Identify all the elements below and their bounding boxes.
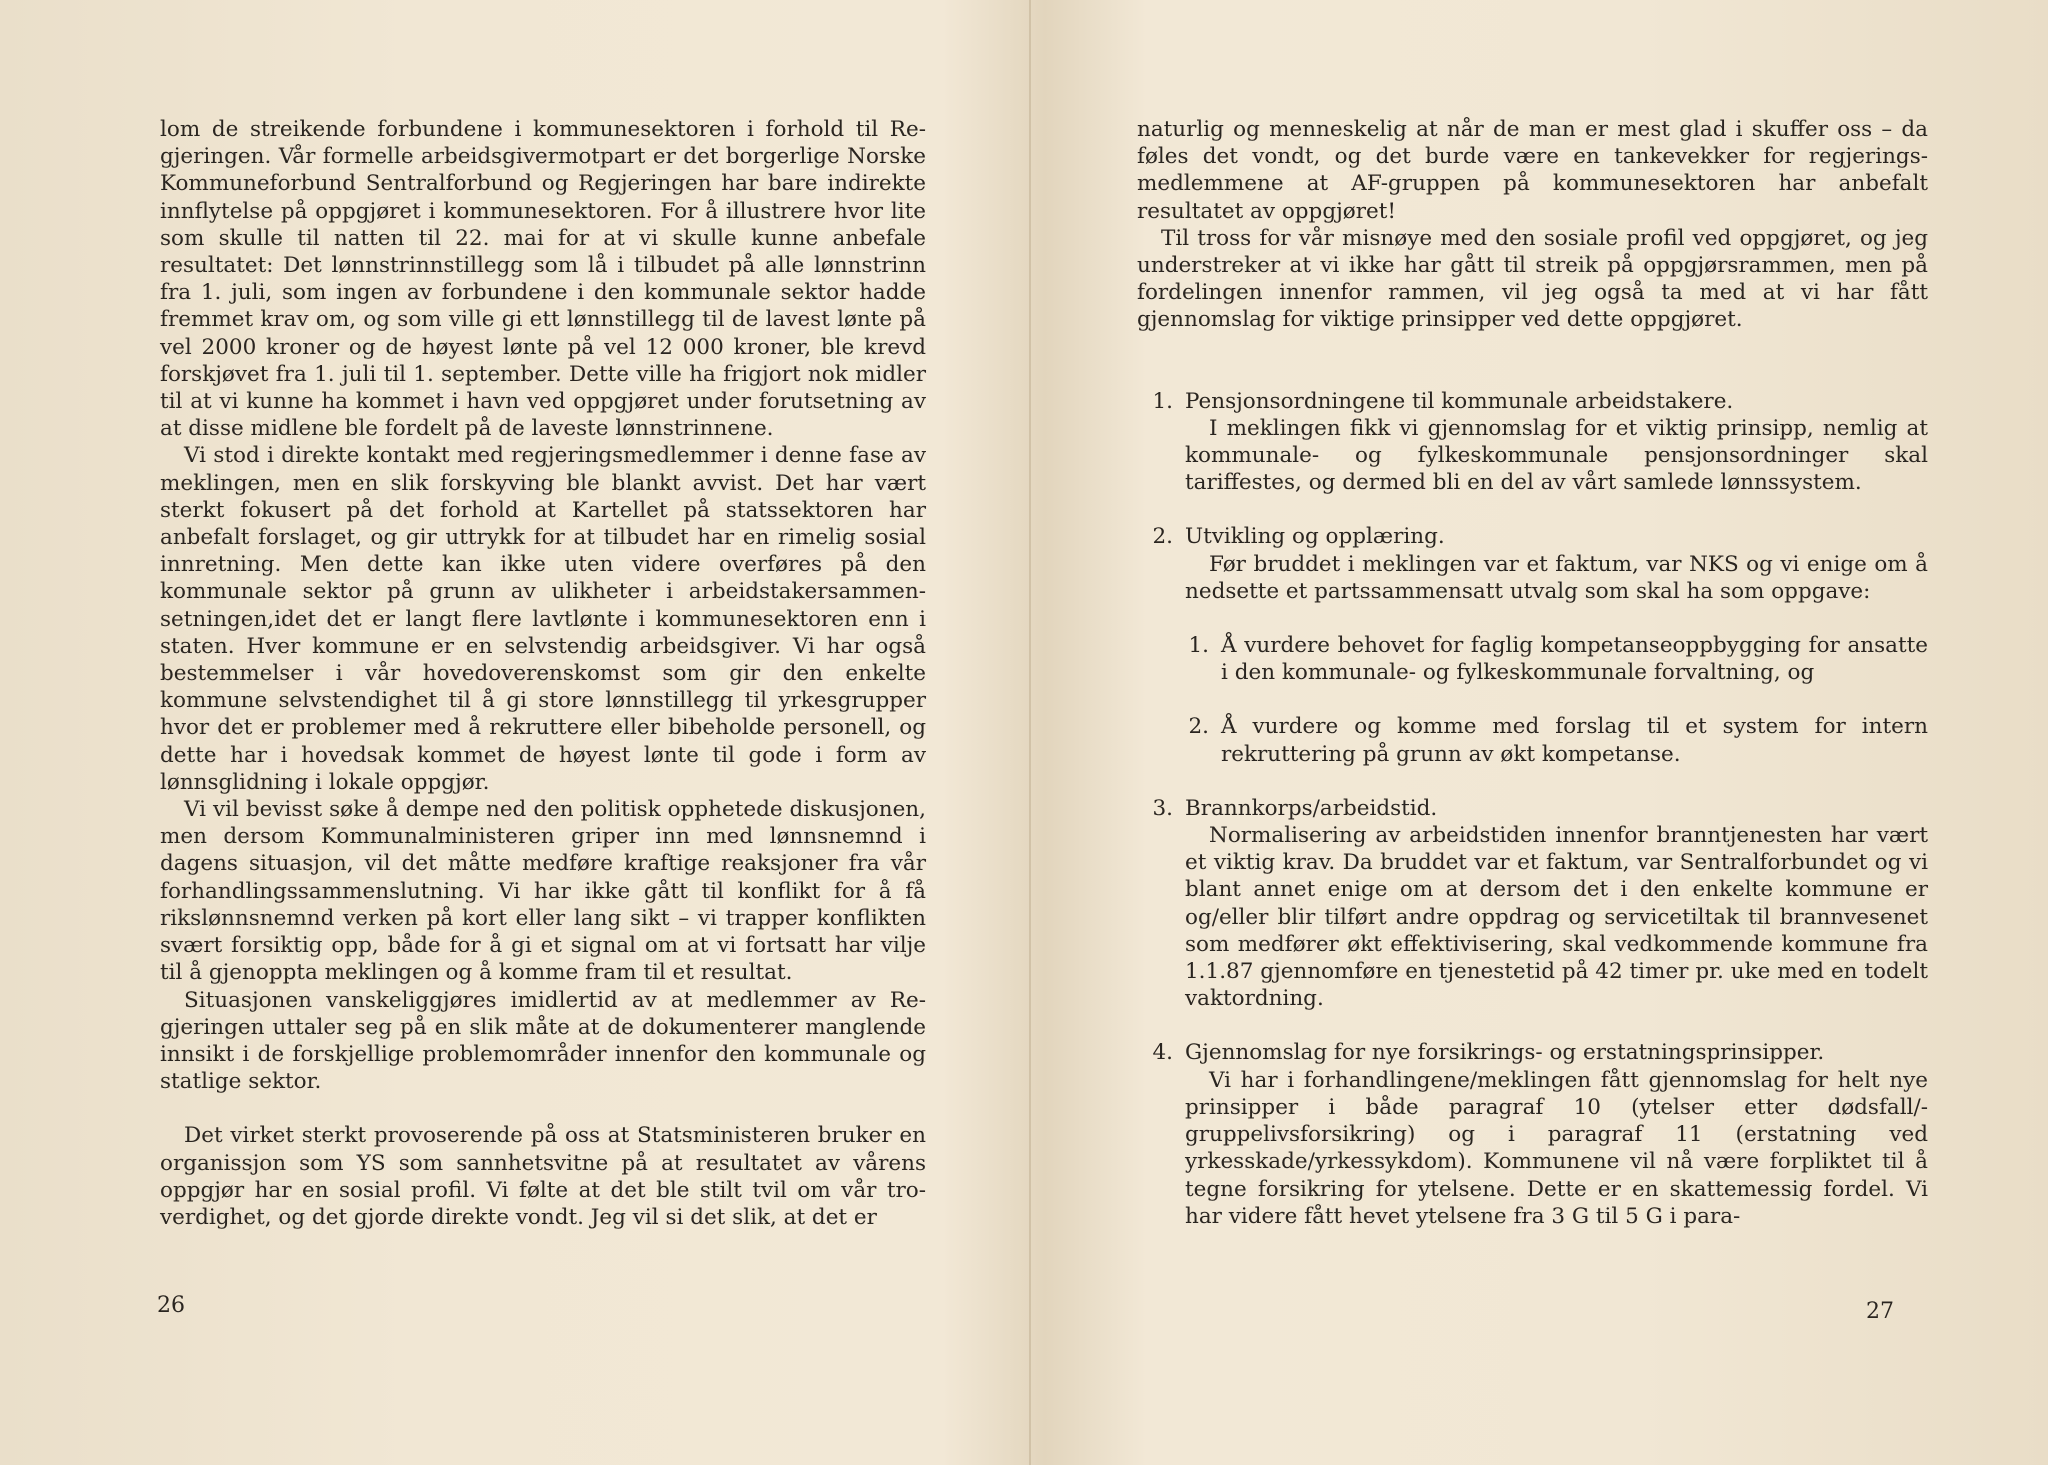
item-title: Utvikling og opplæring. — [1185, 524, 1445, 550]
item-number: 4. — [1152, 1040, 1173, 1066]
paragraph: Vi vil bevisst søke å dempe ned den politisk opphetede diskusjonen, men dersom Kommunalministeren griper inn med lønnsnemnd i dagens situasjon, vil det måtte medføre kraftige reaksjoner fra vår forhandlingssammenslutning. Vi har ikke gått til konflikt for å få rikslønnsnemnd verken på kort eller lang sikt – vi trapper konflikten svært forsiktig opp, både for å gi et signal om at vi fortsatt har vilje til å gjenoppta meklingen og å komme fram til et resultat. — [160, 797, 926, 986]
numbered-item — [1137, 388, 1928, 497]
item-number: 1. — [1152, 388, 1173, 414]
paragraph: Til tross for vår misnøye med den sosiale profil ved oppgjøret, og jeg understreker at vi ikke har gått til streik på oppgjørsrammen, men på fordelingen innenfor rammen, vil jeg også ta med at vi har fått gjennomslag for viktige prinsipper ved dette oppgjøret. — [1137, 225, 1928, 333]
paragraph: lom de streikende forbundene i kommunesektoren i forhold til Regjeringen. Vår formelle arbeidsgivermotpart er det borgerlige Norske Kommuneforbund Sentralforbund og Regjeringen har bare indirekte innflytelse på oppgjøret i kommunesektoren. For å illustrere hvor lite som skulle til natten til 22. mai for at vi skulle kunne anbefale resultatet: Det lønnstrinnstillegg som lå i tilbudet på alle lønnstrinn fra 1. juli, som ingen av forbundene i den kommunale sektor hadde fremmet krav om, og som ville gi ett lønnstillegg til de lavest lønte på vel 2000 kroner og de høyest lønte på vel 12 000 kroner, ble krevd forskjøvet fra 1. juli til 1. september. Dette ville ha frigjort nok midler til at vi kunne ha kommet i havn ved oppgjøret under forutsetning av at disse midlene ble fordelt på de laveste lønnstrinnene. — [160, 117, 926, 442]
item-body: I meklingen fikk vi gjennomslag for et viktig prinsipp, nemlig at kommunale- og fylkeskommunale pensjonsordninger skal tariffestes, og dermed bli en del av vårt samlede lønnssystem. — [1185, 415, 1928, 496]
numbered-item — [1137, 1039, 1928, 1229]
page-number: 27 — [1866, 1299, 1894, 1324]
item-title: Brannkorps/arbeidstid. — [1185, 795, 1438, 821]
right-page — [1030, 0, 2048, 1465]
sub-item — [1185, 632, 1928, 686]
item-body: Vi har i forhandlingene/meklingen fått gjennomslag for helt nye prinsipper i både paragraf 10 (ytelser etter dødsfall/-gruppelivsforsikring) og i paragraf 11 (erstatning ved yrkesskade/yrkessykdom). Kommunene vil nå være forpliktet til å tegne forsikring for ytelsene. Dette er en skattemessig fordel. Vi har videre fått hevet ytelsene fra 3 G til 5 G i para- — [1185, 1067, 1928, 1229]
left-text-column — [160, 116, 926, 1231]
page-number: 26 — [157, 1293, 185, 1318]
paragraph: Situasjonen vanskeliggjøres imidlertid av at medlemmer av Regjeringen uttaler seg på en slik måte at de dokumenterer manglende innsikt i de forskjellige problemområder innenfor den kommunale og statlige sektor. — [160, 987, 926, 1095]
item-number: 3. — [1152, 795, 1173, 821]
sub-item-number: 1. — [1188, 633, 1209, 659]
numbered-item — [1137, 795, 1928, 1013]
right-text-column — [1137, 116, 1928, 1230]
paragraph: Vi stod i direkte kontakt med regjeringsmedlemmer i denne fase av meklingen, men en slik forskyving ble blankt avvist. Det har vært sterkt fokusert på det forhold at Kartellet på statssektoren har anbefalt forslaget, og gir uttrykk for at tilbudet har en rimelig sosial innretning. Men dette kan ikke uten videre overføres på den kommunale sektor på grunn av ulikheter i arbeidstakersammensetningen,idet det er langt flere lavtlønte i kommunesektoren enn i staten. Hver kommune er en selvstendig arbeidsgiver. Vi har også bestemmelser i vår hovedoverenskomst som gir den enkelte kommune selvstendighet til å gi store lønnstillegg til yrkesgrupper hvor det er problemer med å rekruttere eller bibeholde personell, og dette har i hovedsak kommet de høyest lønte til gode i form av lønnsglidning i lokale oppgjør. — [160, 443, 926, 795]
item-title: Gjennomslag for nye forsikrings- og erstatningsprinsipper. — [1185, 1040, 1825, 1066]
paragraph: Det virket sterkt provoserende på oss at Statsministeren bruker en organissjon som YS som sannhetsvitne på at resultatet av vårens oppgjør har en sosial profil. Vi følte at det ble stilt tvil om vår troverdighet, og det gjorde direkte vondt. Jeg vil si det slik, at det er — [160, 1123, 926, 1230]
item-body: Normalisering av arbeidstiden innenfor branntjenesten har vært et viktig krav. Da bruddet var et faktum, var Sentralforbundet og vi blant annet enige om at dersom det i den enkelte kommune er og/eller blir tilført andre oppdrag og servicetiltak til brannvesenet som medfører økt effektivisering, skal vedkommende kommune fra 1.1.87 gjennomføre en tjenestetid på 42 timer pr. uke med en todelt vaktordning. — [1185, 823, 1928, 1012]
sub-item-number: 2. — [1188, 714, 1209, 740]
numbered-item — [1137, 523, 1928, 767]
paragraph: naturlig og menneskelig at når de man er mest glad i skuffer oss – da føles det vondt, og det burde være en tankevekker for regjerings-medlemmene at AF-gruppen på kommunesektoren har anbefalt resultatet av oppgjøret! — [1137, 117, 1928, 224]
sub-item — [1185, 713, 1928, 767]
item-number: 2. — [1152, 524, 1173, 550]
item-title: Pensjonsordningene til kommunale arbeidstakere. — [1185, 388, 1734, 414]
sub-item-text: Å vurdere og komme med forslag til et system for intern rekruttering på grunn av økt kompetanse. — [1221, 714, 1928, 767]
item-body: Før bruddet i meklingen var et faktum, var NKS og vi enige om å nedsette et partssammensatt utvalg som skal ha som oppgave: — [1185, 551, 1928, 604]
sub-item-text: Å vurdere behovet for faglig kompetanseoppbygging for ansatte i den kommunale- og fylkeskommunale forvaltning, og — [1221, 633, 1928, 686]
